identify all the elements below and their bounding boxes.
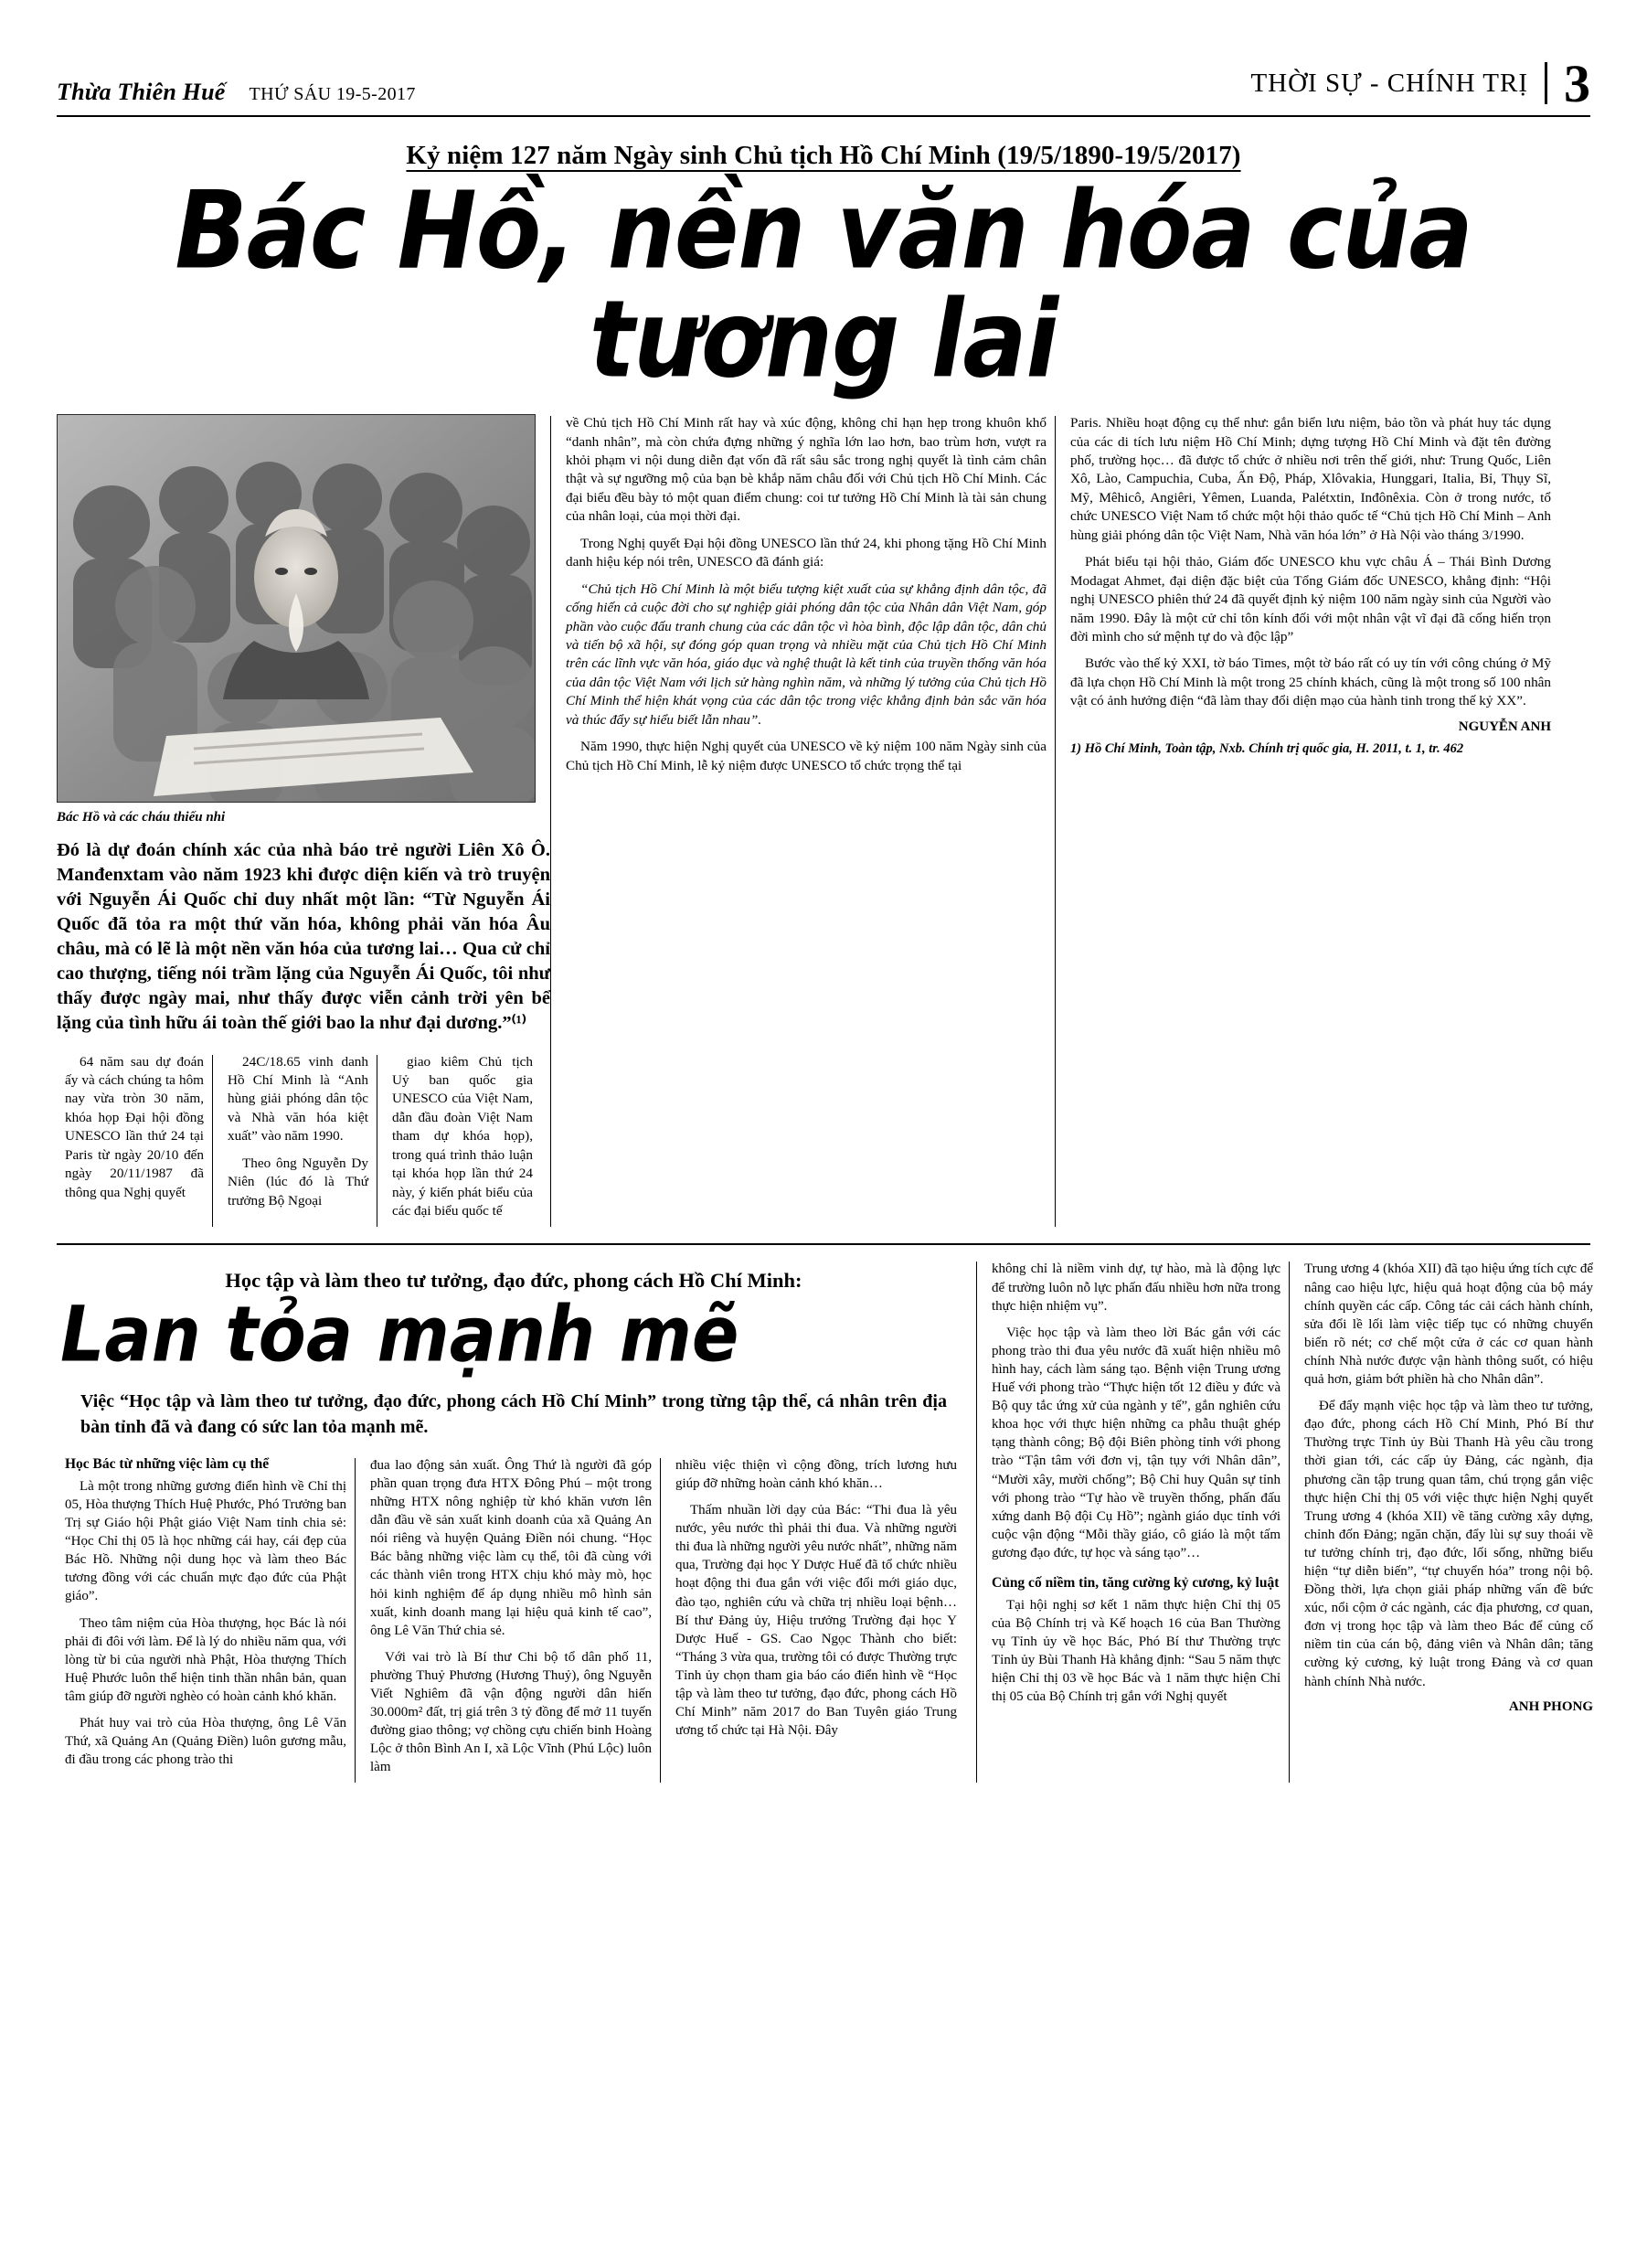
column-separator <box>355 1458 362 1784</box>
paragraph: Năm 1990, thực hiện Nghị quyết của UNESCO về kỷ niệm 100 năm Ngày sinh của Chủ tịch Hồ Chí Minh, lễ kỷ niệm được UNESCO tổ chức trọng thể tại <box>566 739 1047 773</box>
article1-body <box>57 414 1590 1229</box>
masthead <box>57 49 1590 113</box>
article2-columns-left <box>57 1456 971 1785</box>
article1-subcolumns <box>57 1053 550 1230</box>
article2-subhead-1: Học Bác từ những việc làm cụ thể <box>65 1455 270 1472</box>
paragraph: Tại hội nghị sơ kết 1 năm thực hiện Chỉ thị 05 của Bộ Chính trị và Kế hoạch 16 của Ban Thường vụ Tỉnh ủy về học Bác, Phó Bí thư Thường trực Tỉnh ủy Bùi Thanh Hà khẳng định: “Sau 5 năm thực hiện Chỉ thị 03 về học Bác và 1 năm thực hiện Chỉ thị 05 của Bộ Chính trị gắn với Nghị quyết <box>992 1597 1280 1705</box>
article2-column-4 <box>983 1260 1289 1784</box>
article1-subcolumn-2 <box>219 1053 377 1230</box>
paragraph: không chỉ là niềm vinh dự, tự hào, mà là động lực để trường luôn nỗ lực phấn đấu nhiều hơn nữa trong thực hiện nhiệm vụ”. <box>992 1262 1280 1314</box>
paragraph-quote: “Chủ tịch Hồ Chí Minh là một biểu tượng kiệt xuất của sự khẳng định dân tộc, đã cống hiến cả cuộc đời cho sự nghiệp giải phóng dân tộc của Nhân dân Việt Nam, góp phần vào cuộc đấu tranh chung của các dân tộc vì hòa bình, độc lập dân tộc, dân chủ và tiến bộ xã hội, sự đóng góp quan trọng và nhiều mặt của Chủ tịch Hồ Chí Minh trên các lĩnh vực văn hóa, giáo dục và nghệ thuật là kết tinh của truyền thống văn hóa của dân tộc Việt Nam với lịch sử hàng nghìn năm, và những lý tưởng của Chủ tịch Hồ Chí Minh thể hiện khát vọng của các dân tộc trong việc khẳng định bản sắc văn hóa và thúc đẩy sự hiểu biết lẫn nhau”. <box>566 580 1047 728</box>
column-separator <box>976 1262 983 1783</box>
column-separator <box>377 1055 384 1228</box>
paragraph: Với vai trò là Bí thư Chi bộ tổ dân phố 11, phường Thuỷ Phương (Hương Thuỷ), ông Nguyễn Viết Nghiêm đã vận động người dân hiến 30.000m² đất, trị giá trên 3 tỷ đồng để mở 11 tuyến đường giao thông; vợ chồng cựu chiến binh Hoàng Lộc ở thôn Bình An I, xã Lộc Vĩnh (Phú Lộc) luôn làm <box>370 1649 652 1775</box>
photo-caption: Bác Hồ và các cháu thiếu nhi <box>57 810 226 825</box>
article1-headline: Bác Hồ, nền văn hóa của tương lai <box>175 168 1472 402</box>
column-separator <box>1289 1262 1296 1783</box>
article2-headline: Lan tỏa mạnh mẽ <box>60 1289 739 1379</box>
paragraph: Theo ông Nguyễn Dy Niên (lúc đó là Thứ trưởng Bộ Ngoại <box>228 1155 368 1209</box>
paragraph: Để đẩy mạnh việc học tập và làm theo tư tưởng, đạo đức, phong cách Hồ Chí Minh, Phó Bí thư Thường trực Tỉnh ủy Bùi Thanh Hà yêu cầu trong thời gian tới, các cấp ủy Đảng, các ngành, địa phương cần tập trung quan tâm, chú trọng gắn việc thực hiện Chỉ thị 05 với việc thực hiện Nghị quyết Trung ương 4 (khóa XII) về tăng cường xây dựng, chỉnh đốn Đảng; ngăn chặn, đẩy lùi sự suy thoái về tư tưởng chính trị, đạo đức, lối sống, những biểu hiện “tự diễn biến”, “tự chuyển hóa” trong nội bộ. Đồng thời, lựa chọn giải pháp những vấn đề bức xúc, nổi cộm ở các ngành, các địa phương, cơ quan, đơn vị trong học tập và làm theo Bác để củng cố niềm tin của cán bộ, đảng viên và Nhân dân; tăng cường kỷ cương, kỷ luật trong Đảng và cơ quan hành chính Nhà nước. <box>1304 1399 1593 1689</box>
paragraph: Việc học tập và làm theo lời Bác gắn với các phong trào thi đua yêu nước đã xuất hiện nhiều mô hình hay, cách làm sáng tạo. Bệnh viện Trung ương Huế với phong trào “Thực hiện tốt 12 điều y đức và Bộ quy tắc ứng xử của ngành y tế”, gắn nghiên cứu khoa học với thực hiện những ca phẫu thuật ghép tạng thành công; Bộ đội Biên phòng tỉnh với phong trào “Tận tâm với đơn vị, tận tụy với Nhân dân”, “Mười xây, mười chống”; Bộ Chỉ huy Quân sự tỉnh với phong trào “Tự hào về truyền thống, phấn đấu xứng danh Bộ đội Cụ Hồ”; ngành giáo dục tỉnh với cuộc vận động “Mỗi thầy giáo, cô giáo là một tấm gương đạo đức, tự học và sáng tạo”… <box>992 1325 1280 1560</box>
paragraph: 64 năm sau dự đoán ấy và cách chúng ta hôm nay vừa tròn 30 năm, khóa họp Đại hội đồng UNESCO lần thứ 24 tại Paris từ ngày 20/10 đến ngày 20/11/1987 đã thông qua Nghị quyết <box>65 1053 204 1200</box>
article-divider <box>57 1243 1590 1245</box>
article2-subhead-2: Củng cố niềm tin, tăng cường kỷ cương, kỷ luật <box>992 1574 1280 1591</box>
article2-column-3 <box>667 1456 965 1785</box>
masthead-rule <box>57 115 1590 117</box>
article1-photo-block <box>57 414 550 1229</box>
column-separator <box>550 416 558 1227</box>
article1-kicker: Kỷ niệm 127 năm Ngày sinh Chủ tịch Hồ Chí Minh (19/5/1890-19/5/2017) <box>406 141 1241 170</box>
paragraph: giao kiêm Chủ tịch Uỷ ban quốc gia UNESCO của Việt Nam, dẫn đầu đoàn Việt Nam tham dự khóa họp), trong quá trình thảo luận tại khóa họp lần thứ 24 này, ý kiến phát biểu của các đại biểu quốc tế <box>392 1053 533 1219</box>
article1-footnote: 1) Hồ Chí Minh, Toàn tập, Nxb. Chính trị quốc gia, H. 2011, t. 1, tr. 462 <box>1070 740 1464 756</box>
paragraph: Trung ương 4 (khóa XII) đã tạo hiệu ứng tích cực để nâng cao hiệu lực, hiệu quả hoạt động của bộ máy chính quyền các cấp. Công tác cải cách hành chính, sửa đổi lề lối làm việc tiếp tục có những chuyển biến rõ nét; cơ chế một cửa ở các cơ quan hành chính Nhà nước được vận hành thông suốt, có hiệu quả hơn, giảm bớt phiền hà cho Nhân dân”. <box>1304 1262 1593 1388</box>
paper-name: Thừa Thiên Huế <box>57 79 226 105</box>
paragraph: Phát biểu tại hội thảo, Giám đốc UNESCO khu vực châu Á – Thái Bình Dương Modagat Ahmet, đại diện đặc biệt của Tổng Giám đốc UNESCO, khẳng định: “Hội nghị UNESCO phiên thứ 24 đã quyết định kỷ niệm 100 năm ngày sinh của Người vào năm 1990. Đây là một cử chỉ tôn kính đối với một nhân vật vĩ đại đã cống hiến trọn đời mình cho sứ mệnh tự do và độc lập” <box>1070 554 1551 644</box>
article2-column-2 <box>362 1456 660 1785</box>
paragraph: về Chủ tịch Hồ Chí Minh rất hay và xúc động, không chỉ hạn hẹp trong khuôn khổ “danh nhân”, mà còn chứa đựng những ý nghĩa lớn lao hơn, bao trùm hơn, vượt ra khỏi phạm vi nội dung diễn đạt vốn đã rất sâu sắc trong nghị quyết là tình cảm chân thật và sự ngưỡng mộ của bạn bè khắp năm châu đối với Chủ tịch Hồ Chí Minh. Các đại biểu đều bày tỏ một quan điểm chung: coi tư tưởng Hồ Chí Minh là tài sản chung của nhân loại, của mọi thời đại. <box>566 415 1047 525</box>
article2-column-1 <box>57 1456 355 1785</box>
paragraph: Phát huy vai trò của Hòa thượng, ông Lê Văn Thứ, xã Quảng An (Quảng Điền) luôn gương mẫu, đi đầu trong các phong trào thi <box>65 1715 346 1768</box>
article2 <box>57 1260 1593 1784</box>
column-separator <box>660 1458 667 1784</box>
article2-column-5 <box>1296 1260 1601 1784</box>
paragraph: Bước vào thế kỷ XXI, tờ báo Times, một tờ báo rất có uy tín với công chúng ở Mỹ đã lựa chọn Hồ Chí Minh là một trong 25 chính khách, cũng là một trong số 100 nhân vật có ảnh hưởng điện “đã làm thay đổi diện mạo của hành tinh trong thế kỷ XX”. <box>1070 655 1551 709</box>
masthead-divider <box>1545 62 1547 104</box>
article1-lede: Đó là dự đoán chính xác của nhà báo trẻ người Liên Xô Ô. Manđenxtam vào năm 1923 khi được diện kiến và trò truyện với Nguyễn Ái Quốc chỉ duy nhất một lần: “Từ Nguyễn Ái Quốc đã tỏa ra một thứ văn hóa, không phải văn hóa Âu châu, mà có lẽ là một nền văn hóa của tương lai… Qua cử chỉ cao thượng, tiếng nói trầm lặng của Nguyễn Ái Quốc, tôi như thấy được ngày mai, như thấy được viễn cảnh trời yên bể lặng của tình hữu ái toàn thế giới bao la như đại dương.”⁽¹⁾ <box>57 840 550 1034</box>
paragraph: 24C/18.65 vinh danh Hồ Chí Minh là “Anh hùng giải phóng dân tộc và Nhà văn hóa kiệt xuất” vào năm 1990. <box>228 1053 368 1145</box>
paragraph: Trong Nghị quyết Đại hội đồng UNESCO lần thứ 24, khi phong tặng Hồ Chí Minh danh hiệu kép nói trên, UNESCO đã đánh giá: <box>566 535 1047 570</box>
issue-date: THỨ SÁU 19-5-2017 <box>249 84 416 104</box>
article1-subcolumn-1 <box>57 1053 212 1230</box>
paragraph: Thấm nhuần lời dạy của Bác: “Thi đua là yêu nước, yêu nước thì phải thi đua. Và những người thi đua là những người yêu nước nhất”, những năm qua, Trường đại học Y Dược Huế đã tổ chức nhiều hoạt động thi đua gắn với việc đổi mới giáo dục, đào tạo, nghiên cứu và chữa trị nhiều loại bệnh… Bí thư Đảng ủy, Hiệu trưởng Trường đại học Y Dược Huế - GS. Cao Ngọc Thành cho biết: “Tháng 3 vừa qua, trường tôi có được Thường trực Tỉnh ủy chọn tham gia báo cáo điển hình về “Học tập và làm theo tư tưởng, đạo đức, phong cách Hồ Chí Minh” năm 2017 do Ban Tuyên giáo Trung ương tổ chức tại Hà Nội. Đây <box>675 1503 957 1739</box>
photo-ho-chi-minh-with-children <box>57 414 536 803</box>
article2-byline: ANH PHONG <box>1508 1698 1593 1714</box>
paragraph: Paris. Nhiều hoạt động cụ thể như: gắn biển lưu niệm, bảo tồn và phát huy tác dụng của các di tích lưu niệm Hồ Chí Minh; dựng tượng Hồ Chí Minh và đặt tên đường phố, trường học… đã được tổ chức ở nhiều nơi trên thế giới, như: Trung Quốc, Liên Xô, Lào, Campuchia, Cuba, Ấn Độ, Pháp, Xlôvakia, Hunggari, Italia, Bỉ, Thụy Sĩ, Mỹ, Mêhicô, Angiêri, Yêmen, Luanda, Palétxtin, Inđônêxia. Còn ở trong nước, tổ chức UNESCO Việt Nam tổ chức một hội thảo quốc tế “Chủ tịch Hồ Chí Minh – Anh hùng giải phóng dân tộc Việt Nam, Nhà văn hóa lớn” ở Hà Nội vào tháng 3/1990. <box>1070 415 1551 543</box>
section-title: THỜI SỰ - CHÍNH TRỊ <box>1250 68 1528 98</box>
page-number: 3 <box>1564 53 1590 113</box>
article1-column-1 <box>558 414 1055 1229</box>
article1-column-2 <box>1062 414 1559 1229</box>
article2-kicker: Học tập và làm theo tư tưởng, đạo đức, phong cách Hồ Chí Minh: <box>225 1269 802 1293</box>
column-separator <box>1055 416 1062 1227</box>
article1-subcolumn-3 <box>384 1053 541 1230</box>
article1-byline: NGUYỄN ANH <box>1458 719 1551 734</box>
column-separator <box>212 1055 219 1228</box>
paragraph: nhiều việc thiện vì cộng đồng, trích lương hưu giúp đỡ những hoàn cảnh khó khăn… <box>675 1457 957 1491</box>
paragraph: đua lao động sản xuất. Ông Thứ là người đã góp phần quan trọng đưa HTX Đông Phú – một trong những HTX nông nghiệp từ khó khăn vươn lên dẫn đầu về sản xuất kinh doanh của xã Quảng An nói riêng và huyện Quảng Điền nói chung. “Học Bác bằng những việc làm cụ thể, tôi đã cùng với các thành viên trong HTX chịu khó mày mò, học hỏi kinh nghiệm để áp dụng nhiều mô hình sản xuất, kinh doanh mang lại hiệu quả kinh tế cao”, ông Lê Văn Thứ chia sẻ. <box>370 1457 652 1638</box>
masthead-left <box>57 79 416 106</box>
masthead-right <box>1250 53 1590 113</box>
paragraph: Là một trong những gương điển hình về Chỉ thị 05, Hòa thượng Thích Huệ Phước, Phó Trưởng ban Trị sự Giáo hội Phật giáo Việt Nam tỉnh chia sẻ: “Học Chỉ thị 05 là học những cái hay, cái đẹp của Bác Hồ. Những nội dung học và làm theo Bác tương đồng với các chuẩn mực đạo đức của Phật giáo”. <box>65 1478 346 1604</box>
article2-left <box>57 1260 976 1784</box>
paragraph: Theo tâm niệm của Hòa thượng, học Bác là nói phải đi đôi với làm. Để là lý do nhiều năm qua, với lòng từ bi của người nhà Phật, Hòa thượng Thích Huệ Phước luôn thể hiện tinh thần nhân bản, quan tâm giúp đỡ người nghèo có hoàn cảnh khó khăn. <box>65 1615 346 1704</box>
article2-deck: Việc “Học tập và làm theo tư tưởng, đạo đức, phong cách Hồ Chí Minh” trong từng tập thể, cá nhân trên địa bàn tỉnh đã và đang có sức lan tỏa mạnh mẽ. <box>80 1391 947 1437</box>
